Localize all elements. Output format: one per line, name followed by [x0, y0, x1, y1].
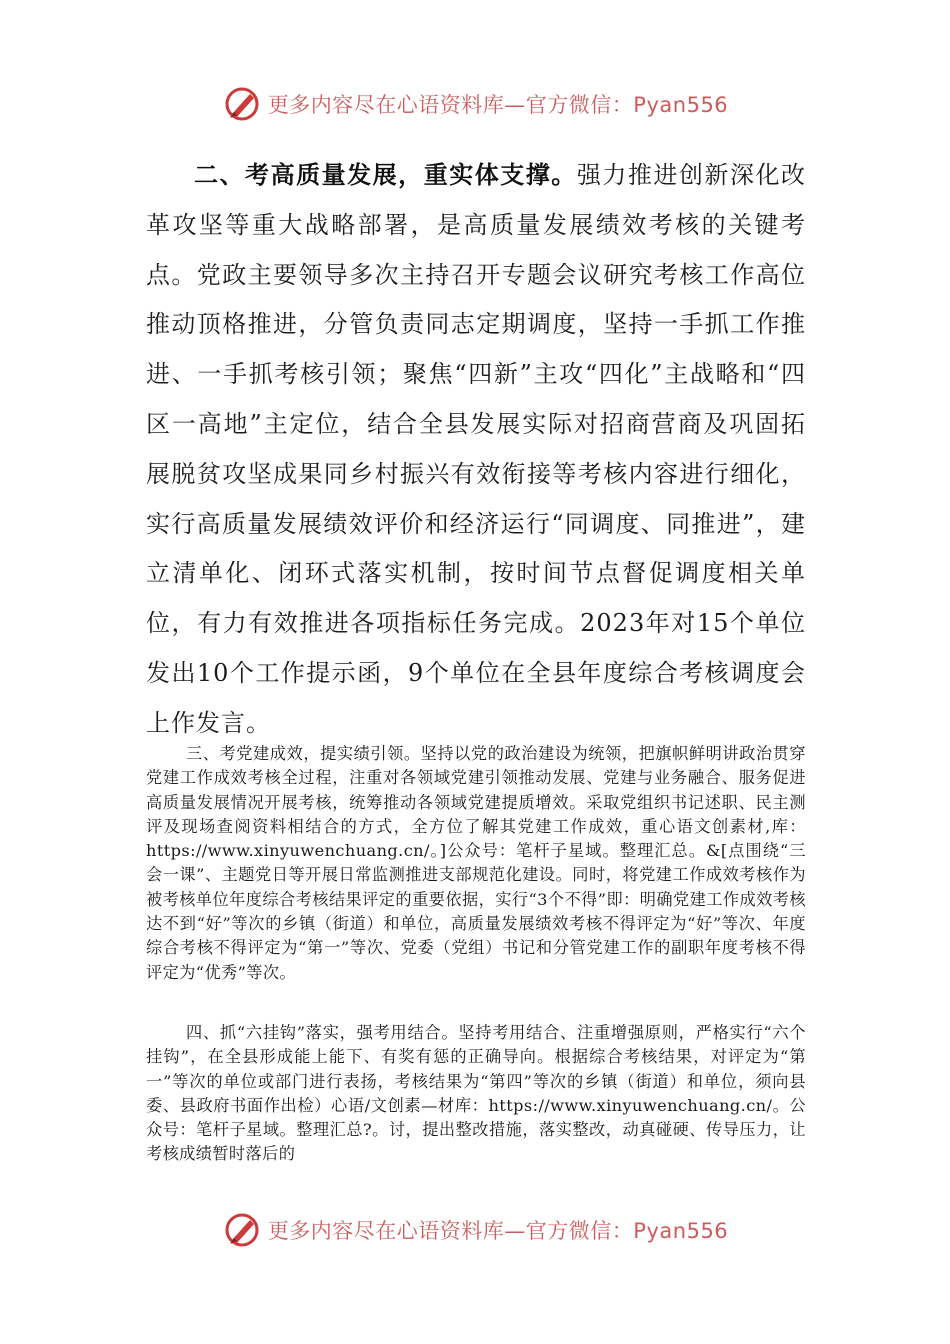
section-4-paragraph: 四、抓“六挂钩”落实，强考用结合。坚持考用结合、注重增强原则，严格实行“六个挂钩”，在全县形成能上能下、有奖有惩的正确导向。根据综合考核结果，对评定为“第一”等次的单位或部门进行表扬，考核结果为“第四”等次的乡镇（街道）和单位，须向县委、县政府书面作出检）心语/文创素—材库：https://www.xinyuwenchuang.cn/。公众号：笔杆子星域。整理汇总?。讨，提出整改措施，落实整改，动真碰硬、传导压力，让考核成绩暂时落后的: [146, 1023, 806, 1164]
watermark-banner-bottom: [0, 1208, 950, 1252]
pen-logo-icon: [222, 84, 262, 124]
section-3-paragraph: 三、考党建成效，提实绩引领。坚持以党的政治建设为统领，把旗帜鲜明讲政治贯穿党建工作成效考核全过程，注重对各领域党建引领推动发展、党建与业务融合、服务促进高质量发展情况开展考核，统筹推动各领域党建提质增效。采取党组织书记述职、民主测评及现场查阅资料相结合的方式，全方位了解其党建工作成效，重心语文创素材,库：https://www.xinyuwenchuang.cn/。]公众号：笔杆子星域。整理汇总。&[点围绕“三会一课”、主题党日等开展日常监测推进支部规范化建设。同时，将党建工作成效考核作为被考核单位年度综合考核结果评定的重要依据，实行“3个不得”即：明确党建工作成效考核达不到“好”等次的乡镇（街道）和单位，高质量发展绩效考核不得评定为“好”等次、年度综合考核不得评定为“第一”等次、党委（党组）书记和分管党建工作的副职年度考核不得评定为“优秀”等次。: [146, 744, 806, 982]
watermark-banner-top: [0, 82, 950, 126]
section-2-paragraph: [146, 150, 806, 749]
watermark-text: 更多内容尽在心语资料库—官方微信：Pyan556: [267, 93, 729, 117]
section-2-body: 强力推进创新深化改革攻坚等重大战略部署，是高质量发展绩效考核的关键考点。党政主要领导多次主持召开专题会议研究考核工作高位推动顶格推进，分管负责同志定期调度，坚持一手抓工作推进、一手抓考核引领；聚焦“四新”主攻“四化”主战略和“四区一高地”主定位，结合全县发展实际对招商营商及巩固拓展脱贫攻坚成果同乡村振兴有效衔接等考核内容进行细化，实行高质量发展绩效评价和经济运行“同调度、同推进”，建立清单化、闭环式落实机制，按时间节点督促调度相关单位，有力有效推进各项指标任务完成。2023年对15个单位发出10个工作提示函，9个单位在全县年度综合考核调度会上作发言。: [146, 161, 807, 737]
pen-logo-icon: [222, 1210, 262, 1250]
section-2-heading: 二、考高质量发展，重实体支撑。: [194, 160, 577, 189]
watermark-text: 更多内容尽在心语资料库—官方微信：Pyan556: [267, 1219, 729, 1243]
